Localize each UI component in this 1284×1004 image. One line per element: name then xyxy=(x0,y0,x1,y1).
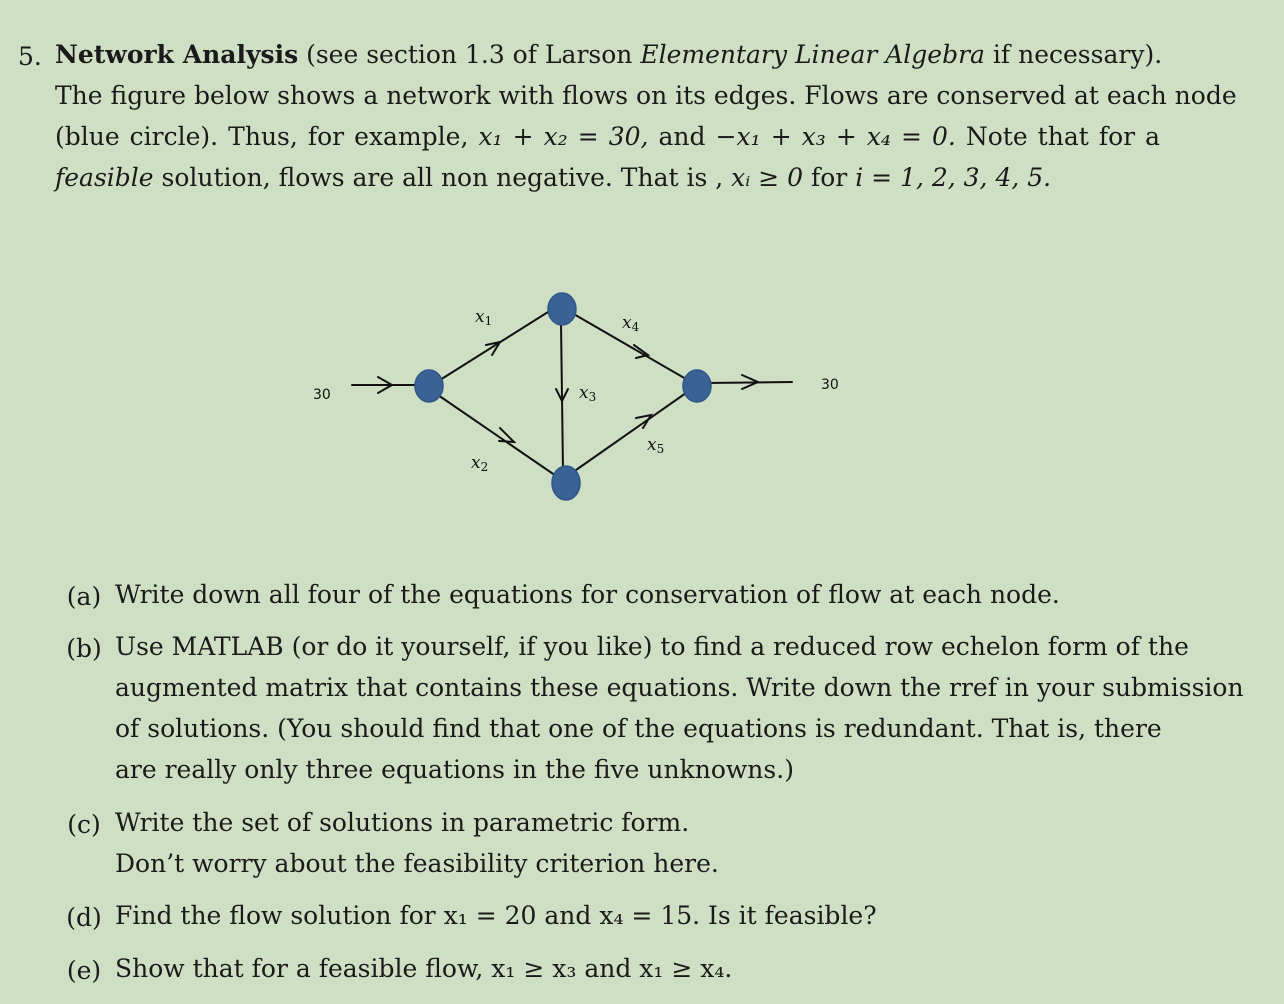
node-bottom xyxy=(552,466,580,500)
part-label: (e) xyxy=(66,956,102,985)
problem-line-2: The figure below shows a network with flows on its edges. Flows are conserved at each node xyxy=(55,81,1237,110)
problem-line-1 xyxy=(55,42,1162,67)
label-x2: $x_2$ xyxy=(471,453,489,474)
part-label: (c) xyxy=(67,810,101,839)
network-figure xyxy=(300,285,860,515)
edge-out xyxy=(705,382,792,383)
edge-x2 xyxy=(438,395,562,480)
part-label: (b) xyxy=(66,634,102,663)
problem-title: Network Analysis xyxy=(55,40,299,69)
line4-text-a: solution, flows are all non negative. That is , xyxy=(161,163,724,192)
edge-x5 xyxy=(576,393,686,470)
part-line: augmented matrix that contains these equations. Write down the rref in your submission xyxy=(115,673,1244,702)
part-label: (a) xyxy=(66,582,102,611)
intro-post: if necessary). xyxy=(992,40,1163,69)
intro-pre: (see section 1.3 of Larson xyxy=(306,40,633,69)
line3-text-a: (blue circle). Thus, for example, xyxy=(55,122,469,151)
line3-text-b: and xyxy=(658,122,706,151)
part-line: Use MATLAB (or do it yourself, if you like) to find a reduced row echelon form of the xyxy=(115,632,1189,661)
part-line: Don’t worry about the feasibility criterion here. xyxy=(115,849,719,878)
part-line: Show that for a feasible flow, x₁ ≥ x₃ and x₁ ≥ x₄. xyxy=(115,954,733,983)
equation-node-2: −x₁ + x₃ + x₄ = 0. xyxy=(715,122,956,151)
line3-text-c: Note that for a xyxy=(965,122,1161,151)
equation-node-1: x₁ + x₂ = 30, xyxy=(478,122,649,151)
edge-x3 xyxy=(561,323,563,470)
inflow-label: 30 xyxy=(313,387,331,403)
nonneg-condition: xᵢ ≥ 0 xyxy=(731,163,804,192)
index-range: i = 1, 2, 3, 4, 5. xyxy=(855,163,1052,192)
part-line: are really only three equations in the five unknowns.) xyxy=(115,755,794,784)
part-line: of solutions. (You should find that one of the equations is redundant. That is, there xyxy=(115,714,1162,743)
feasible-word: feasible xyxy=(55,163,154,192)
line4-text-b: for xyxy=(810,163,848,192)
node-right xyxy=(683,370,711,402)
book-title: Elementary Linear Algebra xyxy=(640,40,985,69)
arrow-x2 xyxy=(499,428,514,442)
label-x4: $x_4$ xyxy=(622,313,640,334)
label-x5: $x_5$ xyxy=(647,435,665,456)
label-x3: $x_3$ xyxy=(579,383,597,404)
label-x1: $x_1$ xyxy=(475,307,493,328)
arrow-x4 xyxy=(634,345,648,358)
problem-line-4 xyxy=(55,165,1051,190)
part-line: Find the flow solution for x₁ = 20 and x₄ = 15. Is it feasible? xyxy=(115,901,877,930)
part-line: Write down all four of the equations for conservation of flow at each node. xyxy=(115,580,1060,609)
problem-line-3 xyxy=(55,124,1160,149)
outflow-label: 30 xyxy=(821,377,839,393)
part-label: (d) xyxy=(66,903,102,932)
arrow-x1 xyxy=(486,342,500,355)
node-top xyxy=(548,293,576,325)
edge-x1 xyxy=(440,312,548,380)
node-left xyxy=(415,370,443,402)
problem-number: 5. xyxy=(18,42,42,71)
part-line: Write the set of solutions in parametric form. xyxy=(115,808,690,837)
